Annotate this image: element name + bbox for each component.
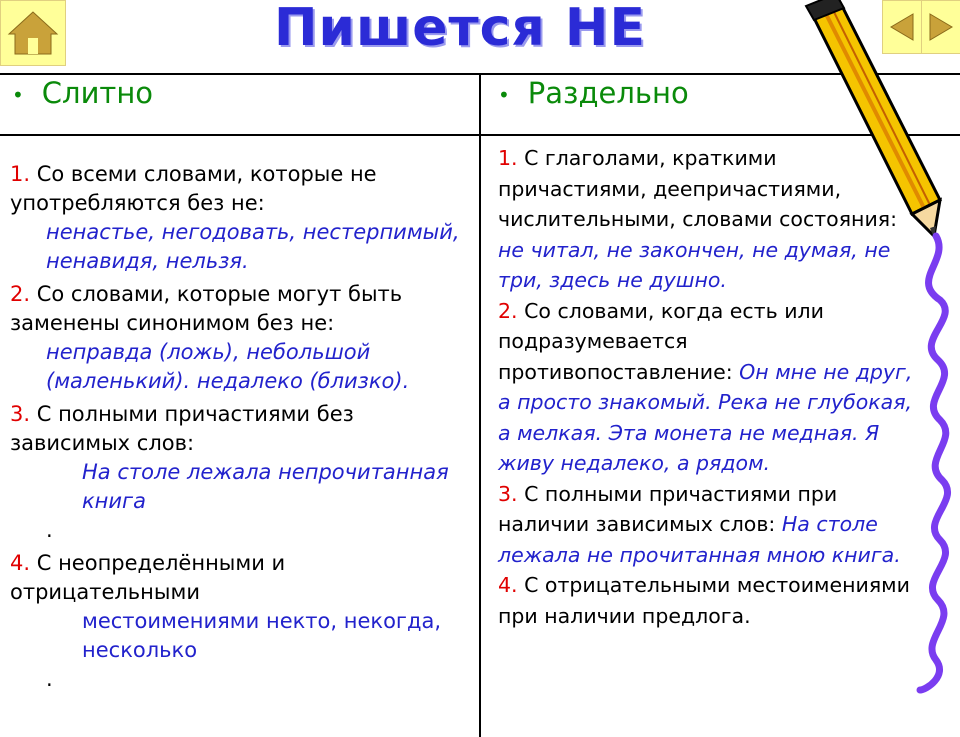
table-column-divider xyxy=(479,73,481,737)
purple-squiggle xyxy=(920,236,948,690)
list-item: 2. Со словами, которые могут быть заменены синонимом без не: неправда (ложь), небольшой (маленький). недалеко (близко). xyxy=(10,280,460,396)
bullet-icon: • xyxy=(498,83,510,107)
rule-text: С полными причастиями при наличии зависимых слов: xyxy=(498,481,838,536)
pencil-icon xyxy=(806,0,940,238)
rule-text: С полными причастиями без зависимых слов: xyxy=(10,402,354,455)
rule-example: неправда (ложь), небольшой (маленький). недалеко (близко). xyxy=(46,340,410,393)
column-heading-left: • Слитно xyxy=(12,76,154,110)
list-item: 3. С полными причастиями при наличии зависимых слов: На столе лежала не прочитанная мною книга. xyxy=(498,481,901,567)
rule-text: С глаголами, краткими причастиями, деепричастиями, числительными, словами состояния: xyxy=(498,146,898,231)
rule-example: не читал, не закончен, не думая, не три, здесь не душно. xyxy=(498,237,891,292)
list-item: 4. С неопределёнными и отрицательными местоимениями некто, некогда, несколько . xyxy=(10,549,460,694)
rule-text: С неопределёнными и отрицательными xyxy=(10,551,286,604)
rule-example: Он мне не друг, а просто знакомый. Река не глубокая, а мелкая. Эта монета не медная. Я живу недалеко, а рядом. xyxy=(498,359,913,475)
list-item: 1. Со всеми словами, которые не употребляются без не: ненастье, негодовать, нестерпимый, ненавидя, нельзя. xyxy=(10,160,460,276)
pencil-illustration xyxy=(800,0,960,737)
left-rules-list xyxy=(10,160,460,698)
rule-text: Со словами, когда есть или подразумевается противопоставление: xyxy=(498,298,824,384)
rule-text: С отрицательными местоимениями при наличии предлога. xyxy=(498,573,910,628)
column-heading-right: • Раздельно xyxy=(498,76,689,110)
rule-example: На столе лежала непрочитанная книга xyxy=(82,460,449,513)
page-title: Пишется НЕ xyxy=(274,0,646,58)
rule-text: Со всеми словами, которые не употребляются без не: xyxy=(10,162,377,215)
list-item: 4. С отрицательными местоимениями при наличии предлога. xyxy=(498,573,910,628)
rule-text: Со словами, которые могут быть заменены синонимом без не: xyxy=(10,282,403,335)
list-item: 1. С глаголами, краткими причастиями, деепричастиями, числительными, словами состояния: не читал, не закончен, не думая, не три, здесь не душно. xyxy=(498,146,898,292)
list-item: 3. С полными причастиями без зависимых слов: На столе лежала непрочитанная книга . xyxy=(10,400,460,545)
list-item: 2. Со словами, когда есть или подразумевается противопоставление: Он мне не друг, а просто знакомый. Река не глубокая, а мелкая. Эта монета не медная. Я живу недалеко, а рядом. xyxy=(498,298,913,475)
bullet-icon: • xyxy=(12,83,24,107)
rule-example: На столе лежала не прочитанная мною книга. xyxy=(498,512,901,567)
rule-example: местоимениями некто, некогда, несколько xyxy=(82,609,442,662)
rule-example: ненастье, негодовать, нестерпимый, ненавидя, нельзя. xyxy=(46,220,460,273)
